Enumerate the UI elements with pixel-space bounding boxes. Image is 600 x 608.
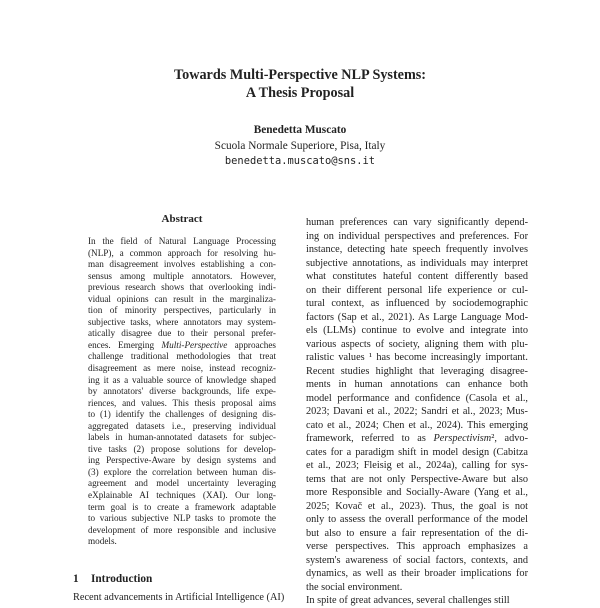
text-line: ences. Emerging Multi-Perspective approaches [88,339,276,350]
text-line: to (1) identify the challenges of designing dis- [88,409,276,420]
text-line: atically disagree due to their personal prefer- [88,328,276,339]
abstract-heading: Abstract [161,213,203,225]
title-line: A Thesis Proposal [245,85,355,101]
author-affiliation: Scuola Normale Superiore, Pisa, Italy [214,140,386,152]
text-line: verse perspectives. This approach emphasizes a [306,541,528,552]
text-line: instance, detecting hate speech frequently involves [306,244,528,255]
text-line: more Responsible and Socially-Aware (Yang et al., [306,487,528,498]
text-line: the social environment. [306,581,403,593]
text-line: but also to ensure a fair representation of the di- [306,527,528,539]
text-line: eXplainable AI techniques (XAI). Our long- [88,490,276,501]
text-line: term goal is to create a framework adaptable [88,501,276,512]
text-line: previous research shows that overlooking indi- [88,282,276,293]
author-name: Benedetta Muscato [253,124,347,136]
section-title: Introduction [91,573,153,585]
text-line: (3) explore the correlation between human dis- [88,466,276,477]
text-line: In spite of great advances, several challenges still [306,595,510,606]
text-line: various aspects of society, aligning them with plu- [306,338,528,350]
text-line: agreement and model uncertainty leveraging [88,478,276,489]
text-line: dynamics, as well as their broader implications for [306,568,528,579]
text-line: factors (Sap et al., 2021). As Large Language Mod- [306,311,528,323]
text-line: system's awareness of social factors, contexts, and [306,554,528,566]
text-line: (NLP), a common approach for resolving hu- [88,247,276,258]
text-line: et al., 2023; Fleisig et al., 2024a), calling for sys- [306,460,528,471]
text-line: model performance and confidence (Casola et al., [306,392,528,404]
text-line: challenge traditional methodologies that treat [88,351,276,362]
text-line: tural context, as influenced by sociodemographic [306,298,528,309]
text-line: by annotators' diverse backgrounds, life expe- [88,386,276,397]
text-line: In the field of Natural Language Processing [88,236,276,246]
text-line: on their different personal life experience or cul- [306,284,528,296]
text-line: to various subjective NLP tasks to promote the [88,513,276,524]
right-column-body [306,216,528,608]
text-line: models. [88,536,117,547]
text-line: subjective tasks, where annotators may system- [88,316,276,327]
text-line: 2025; Kovač et al., 2023). Thus, the goal is not [306,500,528,512]
text-line: what constitutes hateful content differently based [306,271,528,282]
text-line: tems that are not only Perspective-Aware but also [306,473,528,485]
text-line: ing it as a valuable source of knowledge shaped [88,374,276,385]
text-line: development of more responsible and inclusive [88,524,276,535]
text-line: ralistic values ¹ has become increasingly important. [306,352,528,363]
text-line: ing on individual perspectives and preferences. For [306,230,528,242]
section-heading [73,572,152,586]
text-line: sensus among multiple annotators. However, [88,270,276,281]
text-line: 2023; Davani et al., 2022; Sandri et al., 2023; Mus- [306,406,528,417]
text-line: vidual opinions can result in the marginaliza- [88,293,276,304]
text-line: subjective annotations, as individuals may interpret [306,257,528,269]
paper-title [0,66,600,102]
text-line: human preferences can vary significantly depend- [306,217,528,228]
text-line: els (LLMs) continue to evolve and integrate into [306,325,528,336]
text-line: ing Perspective-Aware by design systems and [88,455,276,466]
text-line: man disagreement involves establishing a con- [88,259,276,270]
text-line: framework, referred to as Perspectivism², advo- [306,433,528,444]
text-line: ments in human annotations can enhance both [306,379,528,390]
text-line: tive tasks (2) propose solutions for develop- [88,443,276,454]
intro-first-line: Recent advancements in Artificial Intelligence (AI) [73,592,285,603]
text-line: only to assess the overall performance of the model [306,514,528,525]
text-line: Recent studies highlight that leveraging disagree- [306,365,528,377]
text-line: cates for a paradigm shift in model design (Cabitza [306,446,528,458]
author-email: benedetta.muscato@sns.it [224,155,376,167]
title-line: Towards Multi-Perspective NLP Systems: [173,67,427,83]
abstract-body [88,236,276,548]
text-line: cato et al., 2024; Chen et al., 2024). This emerging [306,419,528,431]
text-line: aggregated datasets i.e., preserving individual [88,420,276,431]
section-number: 1 [73,573,79,585]
text-line: disagreement as mere noise, instead recogniz- [88,363,276,374]
text-line: labels in human-annotated datasets for subjec- [88,432,276,443]
text-line: riences, and values. This thesis proposal aims [88,397,276,408]
text-line: tion of minority perspectives, particularly in [88,305,276,316]
